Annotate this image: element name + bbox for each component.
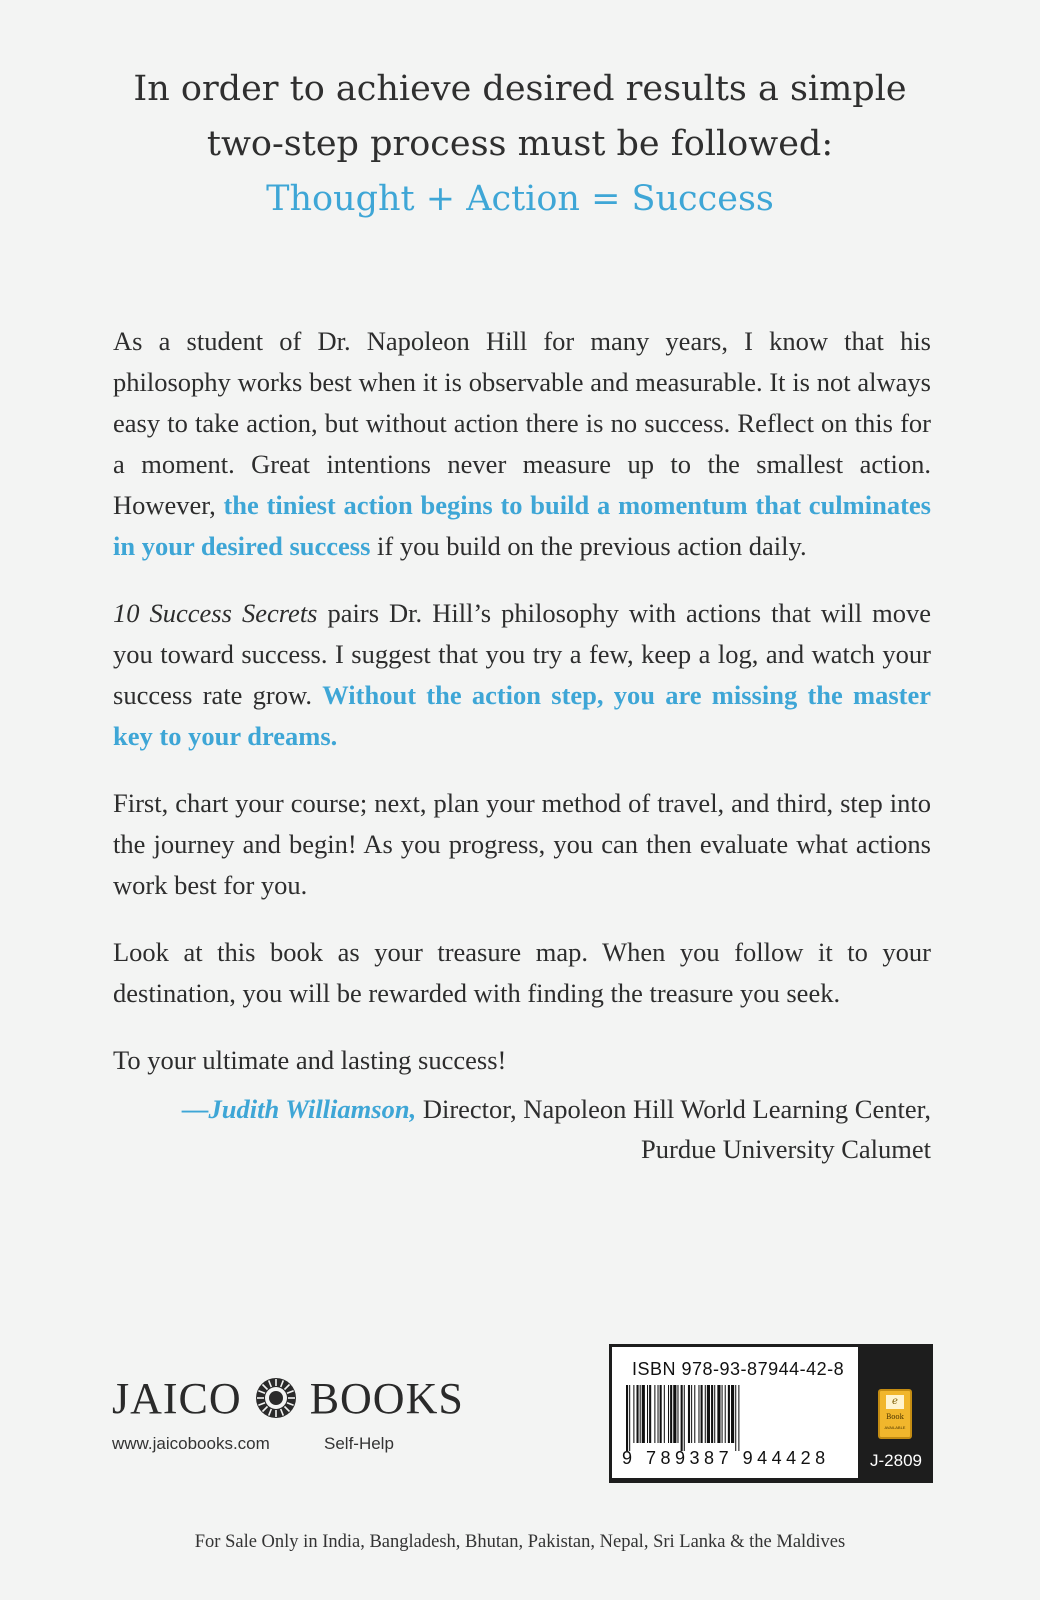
barcode-bar	[698, 1385, 699, 1443]
barcode-bar	[677, 1385, 678, 1443]
barcode-bar	[722, 1385, 723, 1443]
barcode-bar	[684, 1385, 685, 1451]
barcode-bar	[629, 1385, 630, 1451]
attribution-dash: —	[182, 1094, 209, 1124]
barcode-panel	[609, 1344, 933, 1483]
quote-line-2: two-step process must be followed:	[206, 124, 834, 164]
barcode-digits: 9 789387 944428	[622, 1448, 830, 1468]
barcode-bar	[642, 1385, 645, 1443]
book-title: 10 Success Secrets	[113, 598, 318, 628]
barcode-bar	[658, 1385, 659, 1443]
barcode-bar	[649, 1385, 651, 1443]
blurb-body	[113, 321, 931, 1169]
logo-text-left: JAICO	[112, 1373, 242, 1423]
barcode-bar	[735, 1385, 736, 1451]
paragraph-1-text-a: As a student of Dr. Napoleon Hill for many years, I know that his philosophy works best when it is observable and measurable. It is not always easy to take action, but without action there is no success. Reflect on this for a moment. Great intentions never measure up to the smallest action. However,	[113, 326, 931, 520]
barcode-bar	[701, 1385, 703, 1443]
paragraph-4: Look at this book as your treasure map. When you follow it to your destination, you will be rewarded with finding the treasure you seek.	[113, 937, 931, 1008]
ebook-available-icon	[878, 1389, 912, 1439]
barcode-bar	[668, 1385, 669, 1443]
barcode-bar	[640, 1385, 641, 1443]
publisher-logo	[112, 1372, 472, 1424]
ebook-letter: e	[886, 1395, 904, 1409]
barcode-bar	[738, 1385, 739, 1451]
paragraph-1	[113, 321, 931, 567]
barcode-bar	[664, 1385, 665, 1443]
paragraph-2-text: pairs Dr. Hill’s philosophy with actions that will move you toward success. I suggest that you try a few, keep a log, and watch your success rate grow.	[113, 598, 932, 710]
paragraph-1-text-b: if you build on the previous action daily.	[370, 531, 807, 561]
barcode-bar	[731, 1385, 734, 1443]
publisher-website: www.jaicobooks.com	[112, 1434, 270, 1453]
ebook-label: Book	[886, 1413, 904, 1421]
barcode-bar	[633, 1385, 634, 1443]
paragraph-5: To your ultimate and lasting success!	[113, 1045, 507, 1075]
ebook-available-label: AVAILABLE	[884, 1425, 906, 1430]
barcode-bar	[714, 1385, 715, 1443]
barcode-area	[612, 1347, 858, 1478]
sale-territory-notice: For Sale Only in India, Bangladesh, Bhutan, Pakistan, Nepal, Sri Lanka & the Maldives	[194, 1532, 846, 1552]
barcode-bar	[637, 1385, 639, 1443]
attribution	[113, 1089, 931, 1169]
paragraph-2	[113, 593, 931, 757]
barcode-image	[624, 1385, 848, 1451]
paragraph-3: First, chart your course; next, plan your method of travel, and third, step into the journey and begin! As you progress, you can then evaluate what actions work best for you.	[113, 788, 931, 900]
barcode-bar	[717, 1385, 720, 1443]
barcode-bar	[654, 1385, 655, 1443]
paragraph-2-highlight: Without the action step, you are missing the master key to your dreams.	[113, 680, 931, 751]
logo-text-right: BOOKS	[309, 1373, 464, 1423]
attribution-org: Purdue University Calumet	[641, 1134, 931, 1164]
paragraph-1-highlight: the tiniest action begins to build a momentum that culminates in your desired success	[113, 490, 931, 561]
barcode-bar	[647, 1385, 648, 1443]
catalog-code: J-2809	[870, 1451, 922, 1470]
publisher-block	[112, 1372, 472, 1454]
barcode-bar	[711, 1385, 713, 1443]
attribution-line-1	[113, 1089, 931, 1129]
top-quote	[0, 62, 1040, 227]
publisher-info	[112, 1434, 472, 1454]
book-category: Self-Help	[324, 1434, 394, 1453]
sun-emblem-icon	[254, 1376, 298, 1420]
barcode-bar	[660, 1385, 662, 1443]
barcode-bar	[691, 1385, 692, 1443]
barcode-bar	[707, 1385, 710, 1443]
barcode-bar	[681, 1385, 683, 1451]
barcode-bar	[694, 1385, 695, 1443]
attribution-name: Judith Williamson,	[208, 1094, 417, 1124]
barcode-bar	[688, 1385, 690, 1443]
success-equation: Thought + Action = Success	[266, 179, 774, 219]
attribution-role: Director, Napoleon Hill World Learning Center,	[416, 1094, 931, 1124]
barcode-bar	[626, 1385, 628, 1451]
barcode-bar	[725, 1385, 726, 1443]
isbn-number: ISBN 978-93-87944-42-8	[632, 1359, 845, 1379]
quote-line-1: In order to achieve desired results a simple	[133, 69, 907, 109]
barcode-bar	[705, 1385, 706, 1443]
barcode-bar	[673, 1385, 676, 1443]
barcode-bar	[670, 1385, 672, 1443]
barcode-bar	[728, 1385, 730, 1443]
